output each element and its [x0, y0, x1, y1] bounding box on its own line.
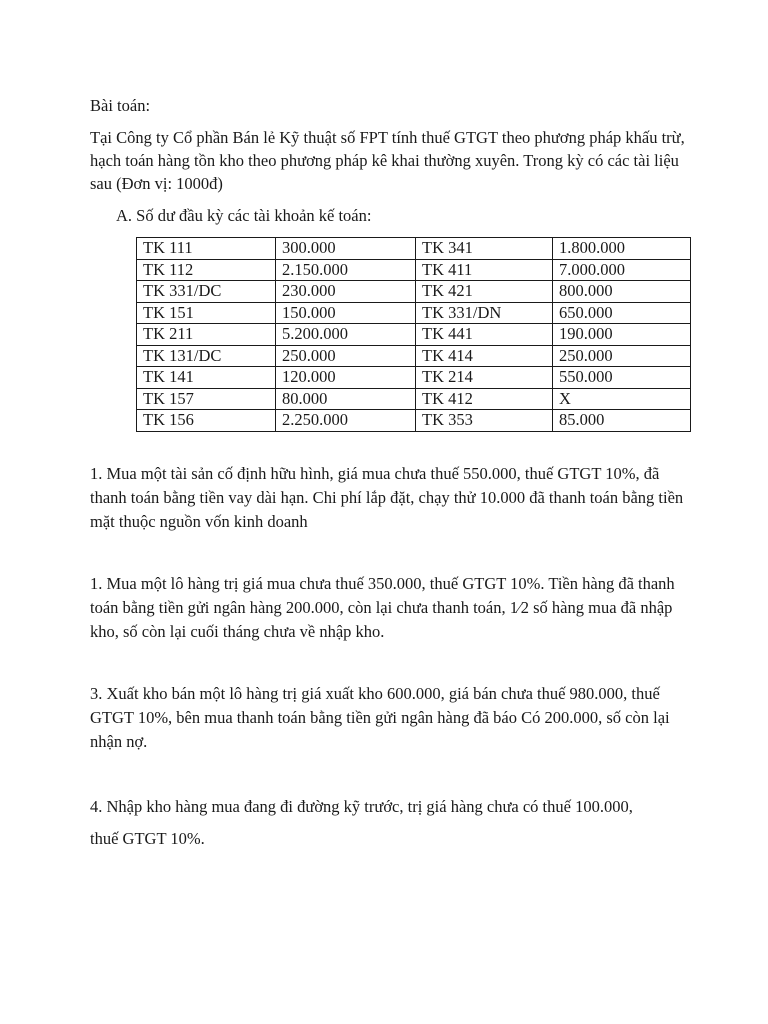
account-balance-cell: 7.000.000	[553, 259, 691, 281]
account-code-cell: TK 414	[416, 345, 553, 367]
account-balance-cell: 650.000	[553, 302, 691, 324]
transaction-2: 1. Mua một lô hàng trị giá mua chưa thuế 350.000, thuế GTGT 10%. Tiền hàng đã thanh toán bằng tiền gửi ngân hàng 200.000, còn lại chưa thanh toán, 1⁄2 số hàng mua đã nhập kho, số còn lại cuối tháng chưa về nhập kho.	[90, 574, 675, 641]
table-row	[137, 410, 691, 432]
account-code-cell: TK 131/DC	[137, 345, 276, 367]
account-code-cell: TK 214	[416, 367, 553, 389]
account-code-cell: TK 141	[137, 367, 276, 389]
transaction-3: 3. Xuất kho bán một lô hàng trị giá xuất kho 600.000, giá bán chưa thuế 980.000, thuế GTGT 10%, bên mua thanh toán bằng tiền gửi ngân hàng đã báo Có 200.000, số còn lại nhận nợ.	[90, 684, 670, 751]
section-a-title: A. Số dư đầu kỳ các tài khoản kế toán:	[116, 206, 372, 225]
table-row	[137, 345, 691, 367]
account-code-cell: TK 412	[416, 388, 553, 410]
table-row	[137, 281, 691, 303]
table-row	[137, 324, 691, 346]
account-balance-cell: 550.000	[553, 367, 691, 389]
table-row	[137, 367, 691, 389]
account-balance-cell: 190.000	[553, 324, 691, 346]
account-balance-cell: 250.000	[276, 345, 416, 367]
account-balance-cell: 2.250.000	[276, 410, 416, 432]
account-code-cell: TK 421	[416, 281, 553, 303]
account-balance-cell: 150.000	[276, 302, 416, 324]
account-balance-cell: 120.000	[276, 367, 416, 389]
account-balance-cell: 85.000	[553, 410, 691, 432]
transaction-4-line-2: thuế GTGT 10%.	[90, 829, 205, 848]
table-row	[137, 259, 691, 281]
intro-paragraph: Tại Công ty Cổ phần Bán lẻ Kỹ thuật số FPT tính thuế GTGT theo phương pháp khấu trừ, hạch toán hàng tồn kho theo phương pháp kê khai thường xuyên. Trong kỳ có các tài liệu sau (Đơn vị: 1000đ)	[90, 128, 685, 193]
account-code-cell: TK 157	[137, 388, 276, 410]
account-code-cell: TK 331/DC	[137, 281, 276, 303]
account-balance-cell: 1.800.000	[553, 238, 691, 260]
account-balance-cell: 250.000	[553, 345, 691, 367]
account-balance-cell: 2.150.000	[276, 259, 416, 281]
account-code-cell: TK 441	[416, 324, 553, 346]
table-row	[137, 388, 691, 410]
heading: Bài toán:	[90, 96, 151, 115]
account-code-cell: TK 411	[416, 259, 553, 281]
account-balance-cell: 80.000	[276, 388, 416, 410]
table-row	[137, 302, 691, 324]
account-code-cell: TK 156	[137, 410, 276, 432]
account-balance-cell: X	[553, 388, 691, 410]
transaction-4-line-1: 4. Nhập kho hàng mua đang đi đường kỹ trước, trị giá hàng chưa có thuế 100.000,	[90, 797, 633, 816]
account-balance-cell: 5.200.000	[276, 324, 416, 346]
account-code-cell: TK 151	[137, 302, 276, 324]
transaction-1: 1. Mua một tài sản cố định hữu hình, giá mua chưa thuế 550.000, thuế GTGT 10%, đã thanh toán bằng tiền vay dài hạn. Chi phí lắp đặt, chạy thử 10.000 đã thanh toán bằng tiền mặt thuộc nguồn vốn kinh doanh	[90, 464, 684, 531]
opening-balances-table	[136, 237, 691, 432]
account-code-cell: TK 353	[416, 410, 553, 432]
account-code-cell: TK 341	[416, 238, 553, 260]
account-balance-cell: 800.000	[553, 281, 691, 303]
table-row	[137, 238, 691, 260]
account-code-cell: TK 211	[137, 324, 276, 346]
account-code-cell: TK 331/DN	[416, 302, 553, 324]
account-balance-cell: 300.000	[276, 238, 416, 260]
account-code-cell: TK 111	[137, 238, 276, 260]
account-code-cell: TK 112	[137, 259, 276, 281]
account-balance-cell: 230.000	[276, 281, 416, 303]
